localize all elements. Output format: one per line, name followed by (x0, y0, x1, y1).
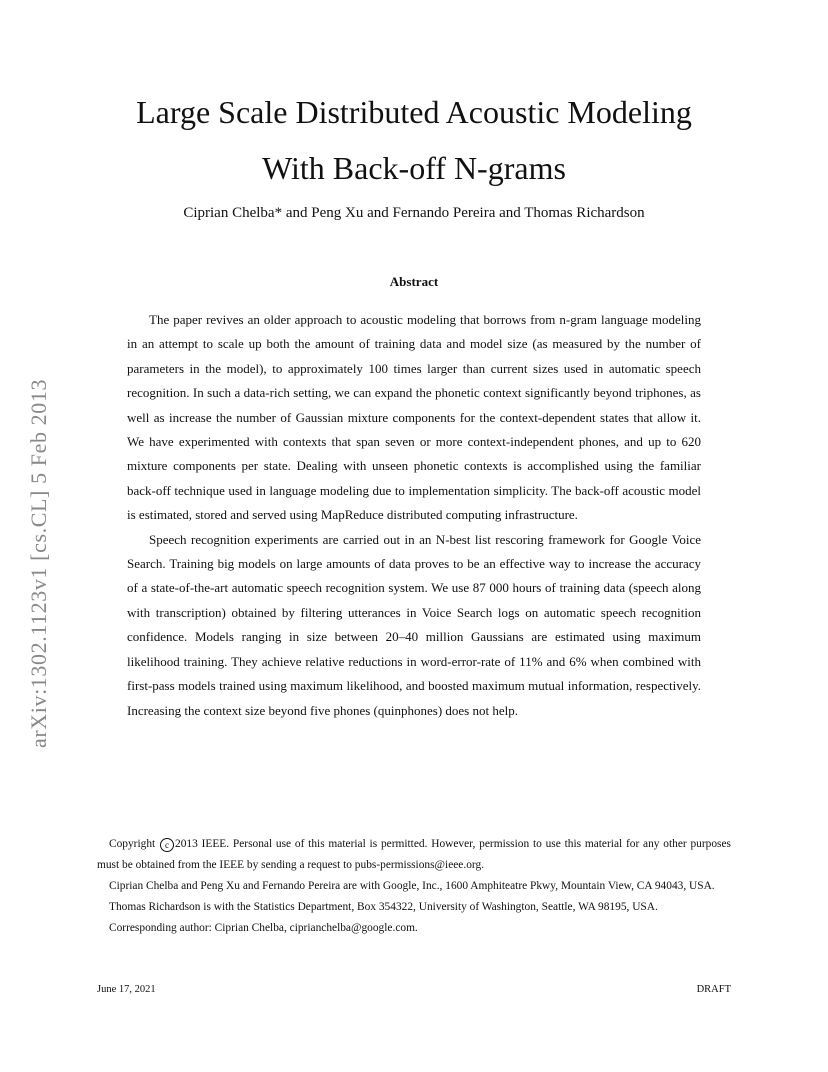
paper-title (0, 84, 828, 196)
arxiv-identifier-text: arXiv:1302.1123v1 [cs.CL] 5 Feb 2013 (26, 378, 51, 748)
abstract-paragraph: Speech recognition experiments are carried out in an N-best list rescoring framework for Google Voice Search. Training big models on large amounts of data proves to be an effective way to increase the accuracy of a state-of-the-art automatic speech recognition system. We use 87 000 hours of training data (speech along with transcription) obtained by filtering utterances in Voice Search logs on automatic speech recognition confidence. Models ranging in size between 20–40 million Gaussians are estimated using maximum likelihood training. They achieve relative reductions in word-error-rate of 11% and 6% when combined with first-pass models trained using maximum likelihood, and boosted maximum mutual information, respectively. Increasing the context size beyond five phones (quinphones) does not help. (127, 531, 701, 718)
affiliation-uw: Thomas Richardson is with the Statistics Department, Box 354322, University of Washington, Seattle, WA 98195, USA. (109, 901, 658, 913)
copyright-symbol: c (160, 838, 174, 852)
paper-title-line-2: With Back-off N-grams (262, 150, 566, 186)
footer-draft-label: DRAFT (696, 984, 731, 995)
affiliation-google: Ciprian Chelba and Peng Xu and Fernando Pereira are with Google, Inc., 1600 Amphiteatre Pkwy, Mountain View, CA 94043, USA. (109, 880, 715, 892)
arxiv-identifier (26, 296, 50, 748)
copyright-prefix: Copyright (109, 838, 156, 850)
corresponding-author: Corresponding author: Ciprian Chelba, ciprianchelba@google.com. (109, 922, 418, 934)
copyright-text: 2013 IEEE. Personal use of this material is permitted. However, permission to use this material for any other purposes must be obtained from the IEEE by sending a request to pubs-permissions@ieee.org. (97, 838, 731, 871)
author-list: Ciprian Chelba* and Peng Xu and Fernando Pereira and Thomas Richardson (183, 205, 645, 221)
footer-date: June 17, 2021 (97, 984, 156, 995)
abstract-heading: Abstract (389, 274, 439, 289)
abstract-paragraph: The paper revives an older approach to acoustic modeling that borrows from n-gram language modeling in an attempt to scale up both the amount of training data and model size (as measured by the number of parameters in the model), to approximately 100 times larger than current sizes used in automatic speech recognition. In such a data-rich setting, we can expand the phonetic context significantly beyond triphones, as well as increase the number of Gaussian mixture components for the context-dependent states that allow it. We have experimented with contexts that span seven or more context-independent phones, and up to 620 mixture components per state. Dealing with unseen phonetic contexts is accomplished using the familiar back-off technique used in language modeling due to implementation simplicity. The back-off acoustic model is estimated, stored and served using MapReduce distributed computing infrastructure. (127, 312, 701, 523)
abstract-body (127, 308, 701, 723)
paper-title-line-1: Large Scale Distributed Acoustic Modeling (136, 94, 692, 130)
footnotes (97, 834, 731, 939)
copyright-notice (97, 834, 731, 876)
